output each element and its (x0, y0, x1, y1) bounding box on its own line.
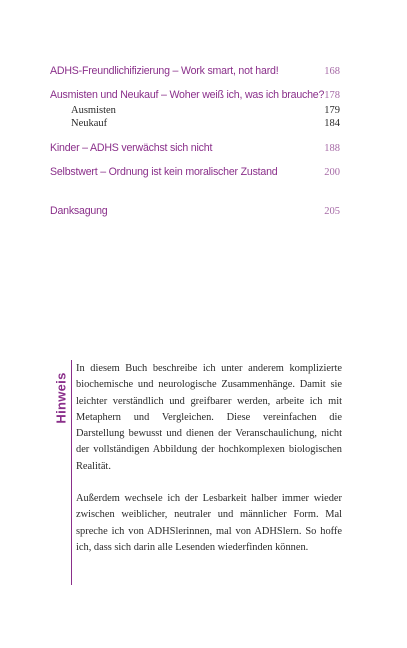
notice-divider (71, 360, 72, 585)
toc-entry-page: 188 (324, 143, 340, 154)
toc-entry-title: Kinder – ADHS verwächst sich nicht (50, 142, 213, 154)
toc-entry[interactable] (50, 65, 340, 77)
notice-box (50, 360, 342, 585)
toc-subentry-title: Ausmisten (71, 105, 116, 116)
toc-subentry-page: 179 (324, 105, 340, 116)
toc-entry[interactable] (50, 205, 340, 217)
toc-subentry-title: Neukauf (71, 118, 108, 129)
toc-subentry-page: 184 (324, 118, 340, 129)
table-of-contents (50, 65, 340, 217)
notice-label: Hinweis (53, 372, 69, 424)
toc-entry-title: Ausmisten und Neukauf – Woher weiß ich, was ich brauche? (50, 89, 325, 101)
notice-text (76, 361, 342, 572)
toc-entry-title: Selbstwert – Ordnung ist kein moralischer Zustand (50, 166, 278, 178)
toc-entry[interactable] (50, 142, 340, 154)
toc-entry-page: 178 (324, 90, 340, 101)
toc-entry-page: 200 (324, 167, 340, 178)
toc-entry[interactable] (50, 166, 340, 178)
notice-paragraph: Außerdem wechsele ich der Lesbarkeit halber immer wieder zwischen weiblicher, neutraler und männlicher Form. Mal spreche ich von ADHSlerinnen, mal von ADHSlern. So hoffe ich, dass sich darin alle Lesenden wiederfinden können. (76, 493, 342, 553)
toc-entry-title: ADHS-Freundlichifizierung – Work smart, not hard! (50, 65, 279, 77)
toc-entry-page: 168 (324, 66, 340, 77)
toc-subentry[interactable] (50, 104, 340, 117)
toc-subentry[interactable] (50, 117, 340, 130)
toc-entry-title: Danksagung (50, 205, 108, 217)
toc-entry[interactable] (50, 89, 340, 101)
notice-paragraph: In diesem Buch beschreibe ich unter anderem komplizierte biochemische und neurologische Zusammenhänge. Damit sie leichter verständlich und greifbarer werden, arbeite ich mit Metaphern und Vergleichen. Diese vereinfachen die Darstellung bewusst und dienen der Veranschaulichung, nicht der vollständigen Abbildung der hochkomplexen biologischen Realität. (76, 363, 342, 472)
toc-entry-page: 205 (324, 206, 340, 217)
